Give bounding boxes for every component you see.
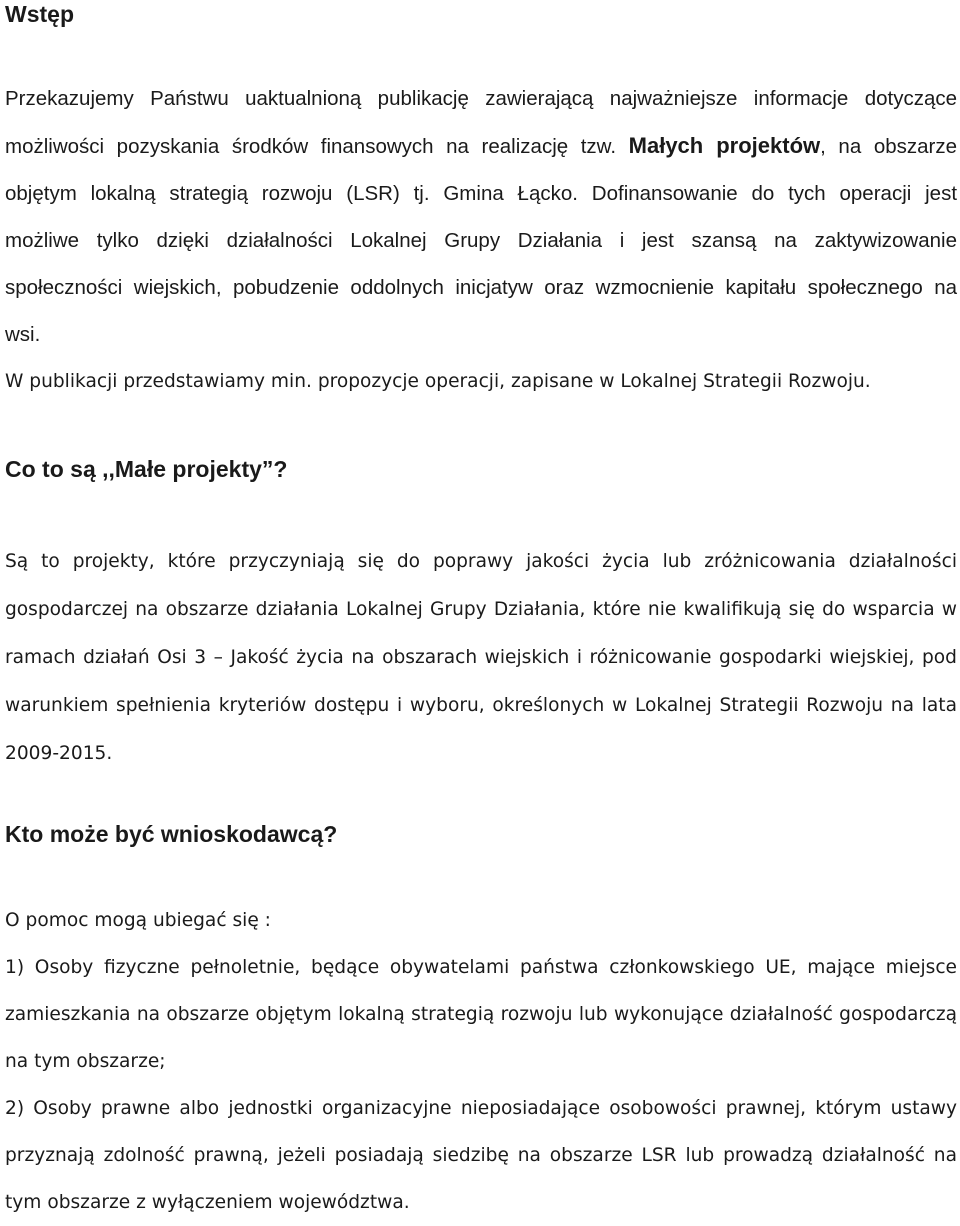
heading-what: Co to są ,,Małe projekty”? bbox=[5, 456, 288, 482]
intro-text-3: Dofinansowanie do tych operacji jest możliwe tylko dzięki działalności Lokalnej Grupy Działania i jest szansą na zaktywizowanie społeczności wiejskich, pobudzenie oddolnych inicjatyw oraz wzmocnienie kapitału społecznego na wsi. bbox=[5, 182, 958, 346]
intro-paragraph-2: W publikacji przedstawiamy min. propozycje operacji, zapisane w Lokalnej Strategii Rozwoju. bbox=[5, 371, 871, 392]
heading-intro: Wstęp bbox=[5, 1, 74, 27]
intro-text-1: Przekazujemy Państwu uaktualnioną publikację zawierającą najważniejsze informacje dotyczące możliwości pozyskania środków finansowych na realizację tzw. bbox=[5, 87, 957, 158]
list-item: 1) Osoby fizyczne pełnoletnie, będące obywatelami państwa członkowskiego UE, mające miejsce zamieszkania na obszarze objętym lokalną strategią rozwoju lub wykonujące działalność gospodarczą na tym obszarze; bbox=[5, 957, 957, 1072]
heading-who: Kto może być wnioskodawcą? bbox=[5, 821, 338, 847]
who-intro: O pomoc mogą ubiegać się : bbox=[5, 910, 271, 931]
list-item: 2) Osoby prawne albo jednostki organizacyjne nieposiadające osobowości prawnej, którym ustawy przyznają zdolność prawną, jeżeli posiadają siedzibę na obszarze LSR lub prowadzą działalność na tym obszarze z wyłączeniem województwa. bbox=[5, 1098, 957, 1213]
what-paragraph: Są to projekty, które przyczyniają się do poprawy jakości życia lub zróżnicowania działalności gospodarczej na obszarze działania Lokalnej Grupy Działania, które nie kwalifikują się do wsparcia w ramach działań Osi 3 – Jakość życia na obszarach wiejskich i różnicowanie gospodarki wiejskiej, pod warunkiem spełnienia kryteriów dostępu i wyboru, określonych w Lokalnej Strategii Rozwoju na lata 2009-2015. bbox=[5, 551, 957, 764]
intro-bold-small-projects: Małych projektów bbox=[628, 133, 821, 158]
intro-text-2: , na obszarze objętym lokalną strategią rozwoju (LSR) tj. Gmina Łącko. bbox=[5, 135, 957, 205]
intro-section bbox=[5, 75, 957, 405]
intro-paragraph bbox=[5, 75, 957, 358]
who-section bbox=[5, 897, 957, 1226]
